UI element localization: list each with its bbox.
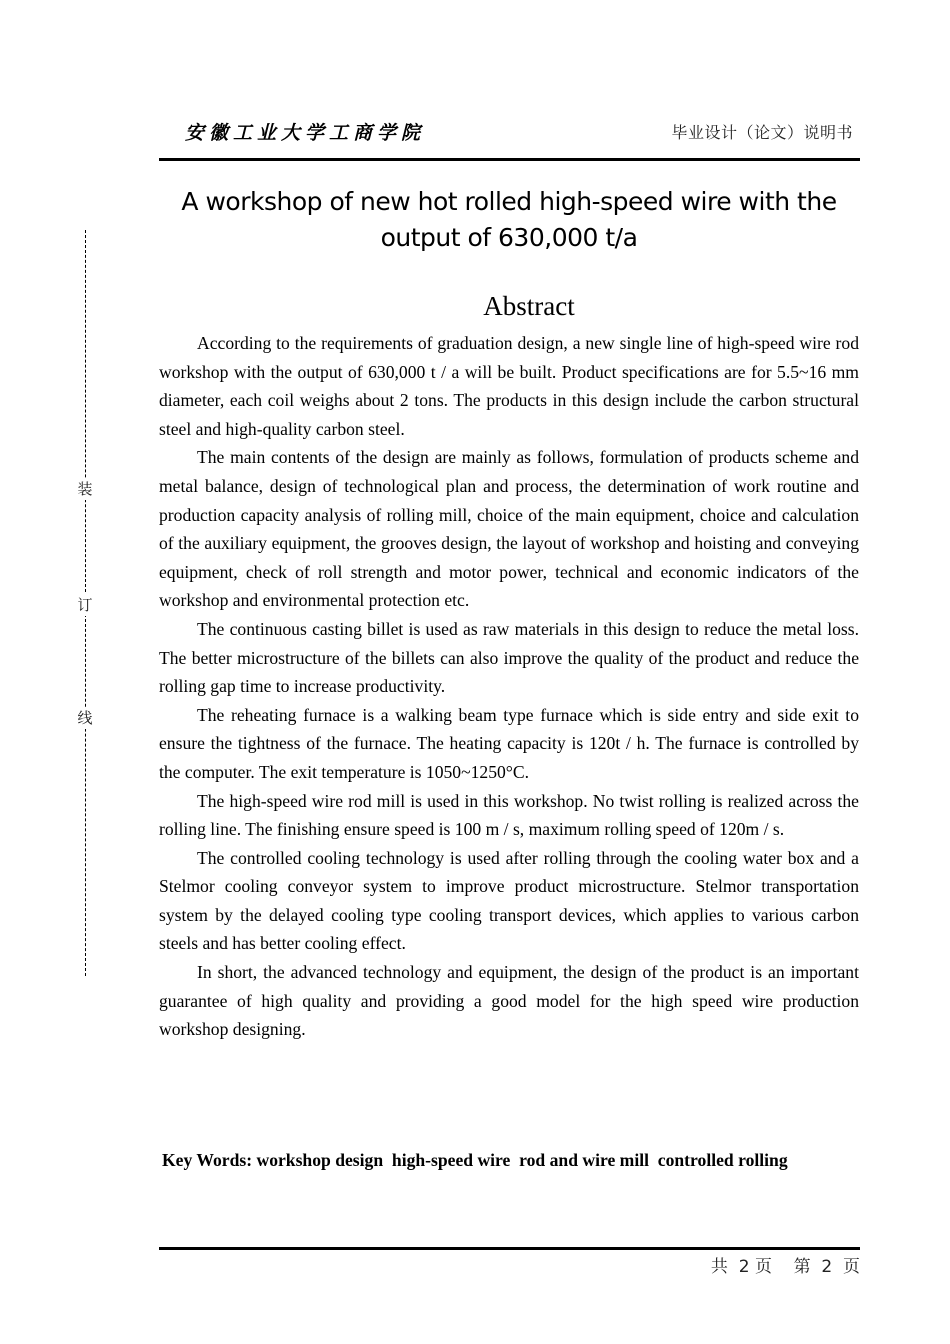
- abstract-paragraph: The reheating furnace is a walking beam type furnace which is side entry and side exit to ensure the tightness of the furnace. The heating capacity is 120t / h. The furnace is controlled by the computer. The exit temperature is 1050~1250°C.: [159, 704, 859, 782]
- keywords: Key Words: workshop design high-speed wire rod and wire mill controlled rolling: [162, 1150, 788, 1170]
- abstract-paragraph: The high-speed wire rod mill is used in this workshop. No twist rolling is realized across the rolling line. The finishing ensure speed is 100 m / s, maximum rolling speed of 120m / s.: [159, 790, 859, 840]
- abstract-paragraph: The continuous casting billet is used as raw materials in this design to reduce the metal loss. The better microstructure of the billets can also improve the quality of the product and reduce the rolling gap time to increase productivity.: [159, 618, 859, 697]
- school-name: 安徽工业大学工商学院: [185, 122, 426, 144]
- page-title: [159, 184, 859, 256]
- binding-char-zhuang: 装: [77, 480, 93, 498]
- title-line-2: output of 630,000 t/a: [380, 223, 638, 252]
- footer-rule: [159, 1247, 860, 1250]
- abstract-heading: Abstract: [483, 291, 575, 321]
- abstract-body: [159, 329, 859, 1044]
- page-number: 共 2 页 第 2 页: [710, 1257, 860, 1277]
- document-type: 毕业设计（论文）说明书: [671, 123, 853, 142]
- header-rule: [159, 158, 860, 161]
- abstract-paragraph: In short, the advanced technology and equipment, the design of the product is an important guarantee of high quality and providing a good model for the high speed wire production workshop designing.: [159, 962, 859, 1040]
- binding-char-ding: 订: [77, 596, 93, 614]
- abstract-paragraph: According to the requirements of graduation design, a new single line of high-speed wire rod workshop with the output of 630,000 t / a will be built. Product specifications are for 5.5~16 mm diameter, each coil weighs about 2 tons. The products in this design include the carbon structural steel and high-quality carbon steel.: [159, 333, 859, 439]
- page-header: [159, 112, 859, 152]
- abstract-paragraph: The controlled cooling technology is used after rolling through the cooling water box and a Stelmor cooling conveyor system to improve product microstructure. Stelmor transportation system by the delayed cooling type cooling transport devices, which applies to various carbon steels and has better cooling effect.: [159, 847, 859, 954]
- abstract-paragraph: The main contents of the design are mainly as follows, formulation of products scheme and metal balance, design of technological plan and process, the determination of work routine and production capacity analysis of rolling mill, choice of the main equipment, choice and calculation of the auxiliary equipment, the grooves design, the layout of workshop and hoisting and conveying equipment, check of roll strength and motor power, technical and economic indicators of the workshop and environmental protection etc.: [159, 447, 859, 611]
- binding-char-xian: 线: [77, 709, 93, 727]
- binding-margin: [77, 230, 93, 976]
- title-line-1: A workshop of new hot rolled high-speed wire with the: [181, 187, 837, 216]
